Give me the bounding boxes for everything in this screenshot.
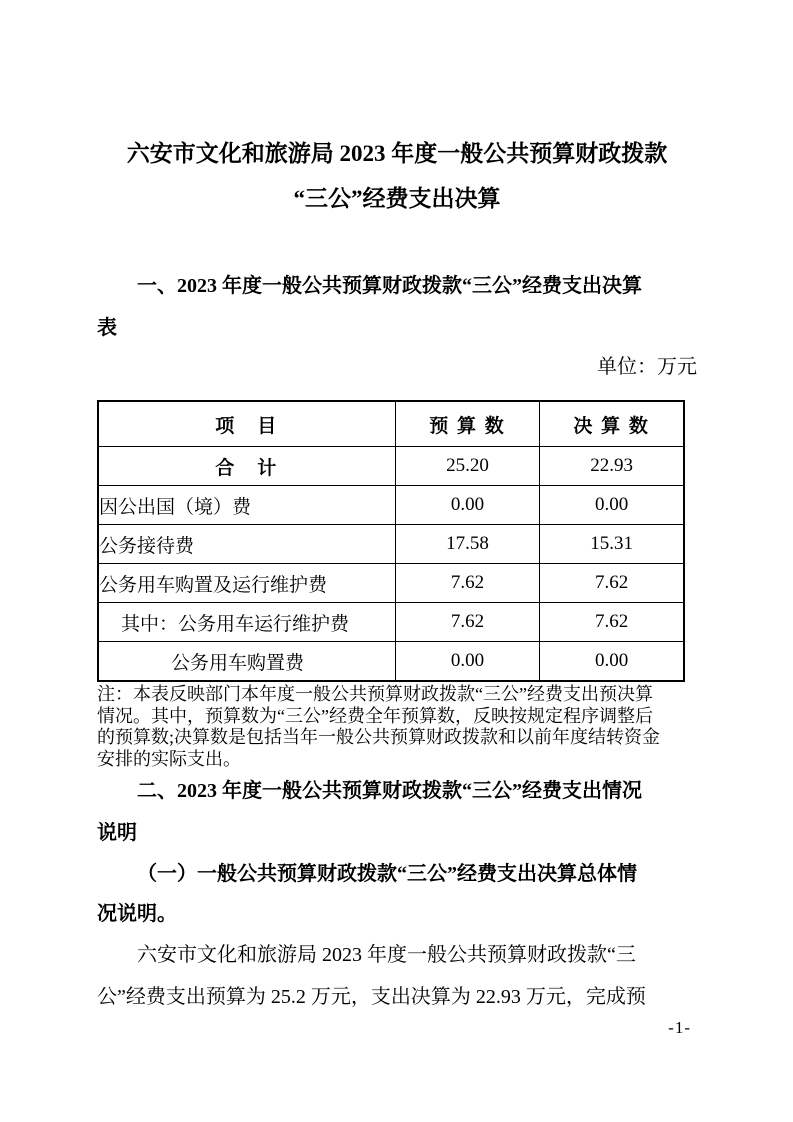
section2-sub-heading-line2: 况说明。 [97, 903, 177, 925]
table-note-line2: 情况。其中，预算数为“三公”经费全年预算数，反映按规定程序调整后 [97, 705, 653, 726]
row-item-label: 因公出国（境）费 [98, 486, 395, 525]
document-title-line1: 六安市文化和旅游局 2023 年度一般公共预算财政拨款 [126, 141, 668, 166]
row-budget-value: 0.00 [395, 642, 540, 682]
row-budget-value: 7.62 [395, 564, 540, 603]
section2-heading [97, 770, 697, 854]
closing-paragraph [97, 934, 697, 1018]
row-final-value: 22.93 [540, 447, 684, 486]
table-row-reception [98, 525, 684, 564]
document-title [97, 131, 697, 221]
row-final-value: 0.00 [540, 642, 684, 682]
section2-heading-line2: 说明 [97, 822, 137, 844]
table-note-line1: 注：本表反映部门本年度一般公共预算财政拨款“三公”经费支出预决算 [97, 684, 653, 704]
table-row-vehicle-purchase [98, 642, 684, 682]
expenditure-table [97, 400, 685, 682]
column-header-final: 决 算 数 [540, 401, 684, 447]
row-final-value: 0.00 [540, 486, 684, 525]
table-row-vehicle-operation [98, 603, 684, 642]
section1-heading [97, 265, 697, 349]
closing-paragraph-line1: 六安市文化和旅游局 2023 年度一般公共预算财政拨款“三 [137, 944, 636, 966]
closing-paragraph-line2: 公”经费支出预算为 25.2 万元，支出决算为 22.93 万元，完成预 [97, 986, 646, 1008]
unit-label: 单位：万元 [597, 356, 697, 378]
section1-heading-line2: 表 [97, 317, 117, 339]
table-note [97, 684, 697, 770]
row-budget-value: 0.00 [395, 486, 540, 525]
section1-heading-line1: 一、2023 年度一般公共预算财政拨款“三公”经费支出决算 [137, 275, 642, 297]
section2-sub-heading-line1: （一）一般公共预算财政拨款“三公”经费支出决算总体情 [137, 863, 637, 885]
table-row-vehicle-total [98, 564, 684, 603]
row-budget-value: 25.20 [395, 447, 540, 486]
table-note-line4: 安排的实际支出。 [97, 748, 241, 769]
row-final-value: 15.31 [540, 525, 684, 564]
row-item-label: 合 计 [98, 447, 395, 486]
row-budget-value: 7.62 [395, 603, 540, 642]
column-header-item: 项 目 [98, 401, 395, 447]
row-final-value: 7.62 [540, 564, 684, 603]
table-row-abroad [98, 486, 684, 525]
document-title-line2: “三公”经费支出决算 [293, 186, 501, 211]
section2-heading-line1: 二、2023 年度一般公共预算财政拨款“三公”经费支出情况 [137, 780, 642, 802]
row-item-label: 公务接待费 [98, 525, 395, 564]
row-item-label: 公务用车购置费 [98, 642, 395, 682]
table-header-row [98, 401, 684, 447]
row-final-value: 7.62 [540, 603, 684, 642]
row-item-label: 公务用车购置及运行维护费 [98, 564, 395, 603]
column-header-budget: 预 算 数 [395, 401, 540, 447]
section2-sub-heading [97, 854, 697, 934]
page-number: -1- [668, 1018, 691, 1037]
row-item-label: 其中：公务用车运行维护费 [98, 603, 395, 642]
table-row-total [98, 447, 684, 486]
row-budget-value: 17.58 [395, 525, 540, 564]
table-note-line3: 的预算数;决算数是包括当年一般公共预算财政拨款和以前年度结转资金 [97, 727, 660, 747]
